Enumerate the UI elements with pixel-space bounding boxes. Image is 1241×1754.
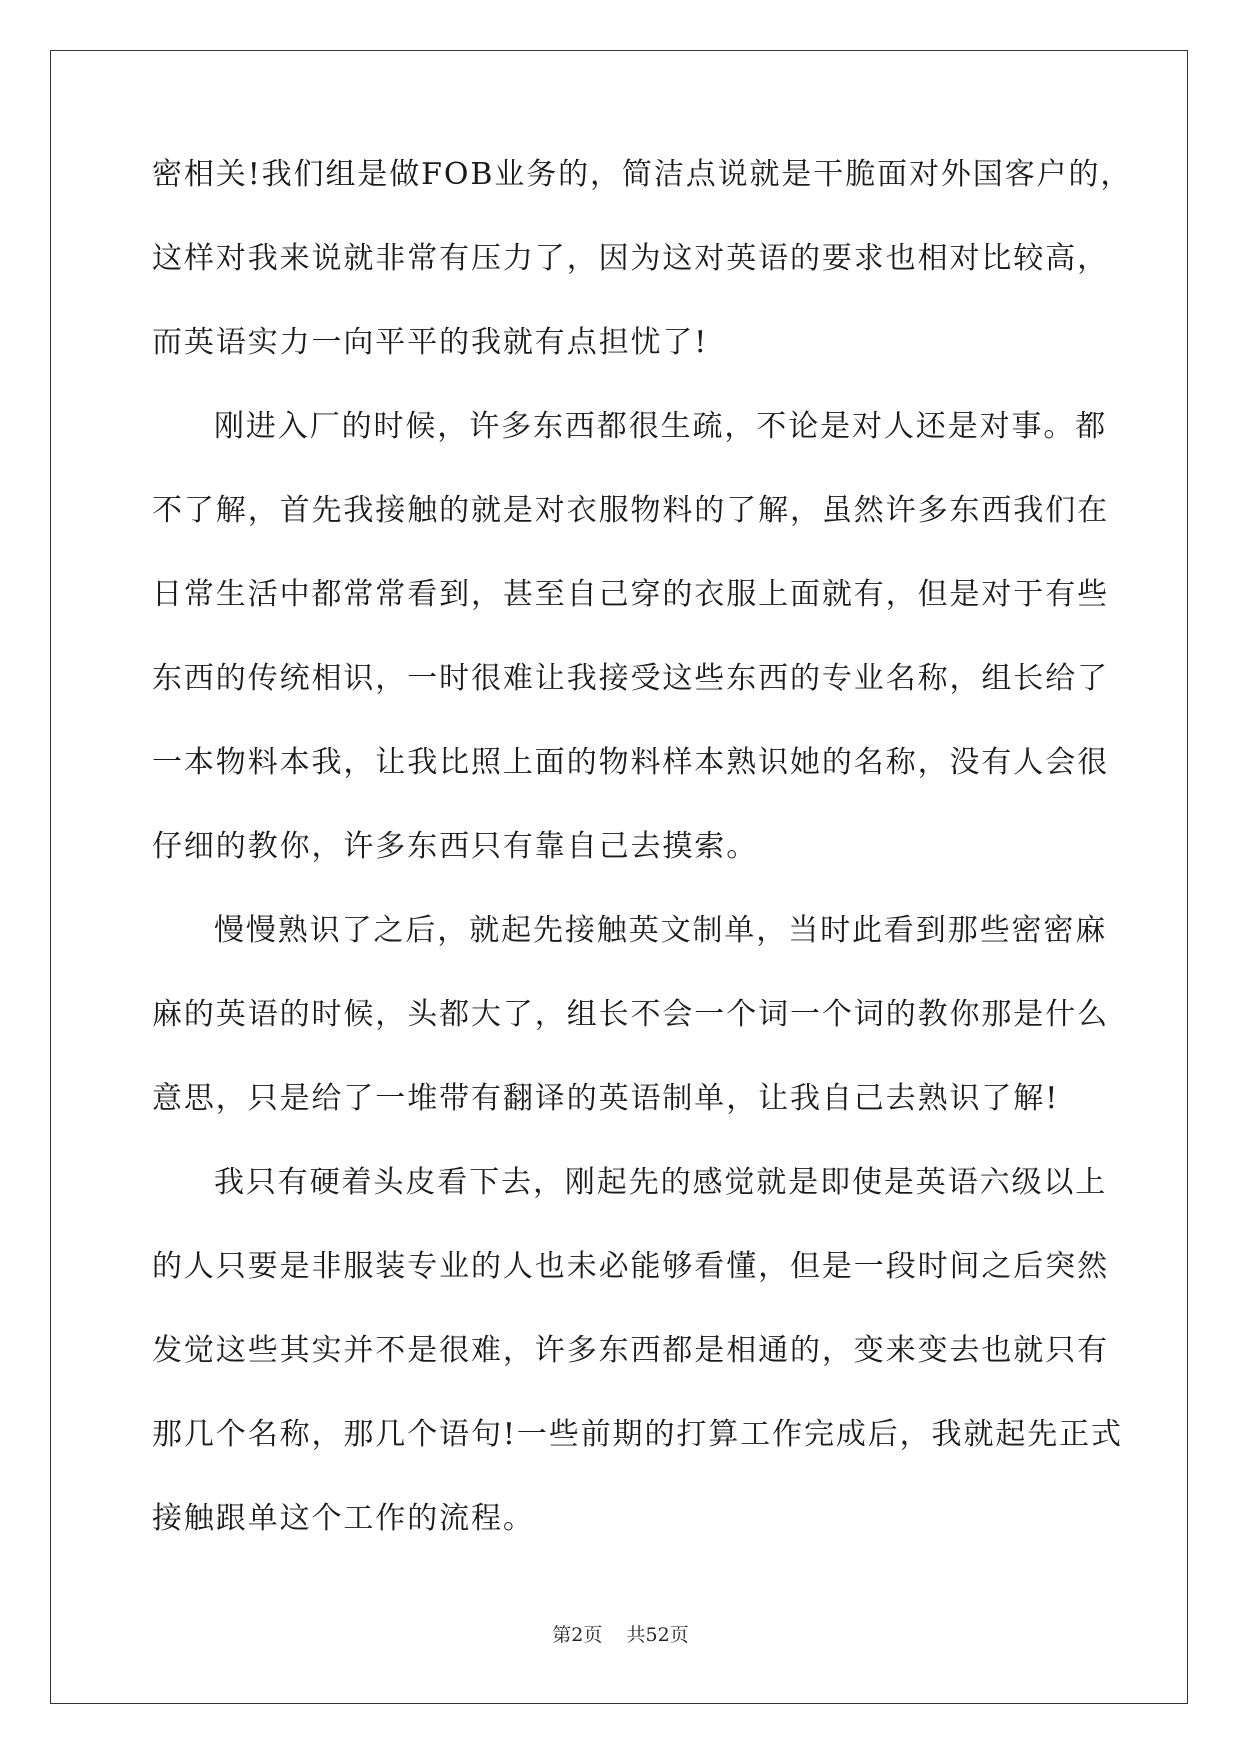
text-line: 而英语实力一向平平的我就有点担忧了! xyxy=(152,325,709,360)
text-line: 不了解，首先我接触的就是对衣服物料的了解，虽然许多东西我们在 xyxy=(152,493,1109,528)
text-line: 的人只要是非服装专业的人也未必能够看懂，但是一段时间之后突然 xyxy=(152,1249,1109,1284)
document-body xyxy=(152,157,1133,1588)
page-number: 第2页 xyxy=(552,1624,603,1646)
text-line: 意思，只是给了一堆带有翻译的英语制单，让我自己去熟识了解! xyxy=(152,1081,1060,1116)
text-line: 那几个名称，那几个语句!一些前期的打算工作完成后，我就起先正式 xyxy=(152,1417,1123,1452)
page-footer xyxy=(0,1624,1241,1646)
text-line: 东西的传统相识，一时很难让我接受这些东西的专业名称，组长给了 xyxy=(152,661,1109,696)
total-pages: 共52页 xyxy=(626,1624,689,1646)
text-line: 接触跟单这个工作的流程。 xyxy=(152,1501,535,1536)
text-line: 麻的英语的时候，头都大了，组长不会一个词一个词的教你那是什么 xyxy=(152,997,1109,1032)
text-line: 仔细的教你，许多东西只有靠自己去摸索。 xyxy=(152,829,759,864)
text-line: 日常生活中都常常看到，甚至自己穿的衣服上面就有，但是对于有些 xyxy=(152,577,1109,612)
text-line: 刚进入厂的时候，许多东西都很生疏，不论是对人还是对事。都 xyxy=(214,409,1108,444)
text-line: 密相关!我们组是做FOB业务的，简洁点说就是干脆面对外国客户的， xyxy=(152,157,1133,192)
text-line: 发觉这些其实并不是很难，许多东西都是相通的，变来变去也就只有 xyxy=(152,1333,1109,1368)
text-line: 慢慢熟识了之后，就起先接触英文制单，当时此看到那些密密麻 xyxy=(214,913,1108,948)
text-line: 我只有硬着头皮看下去，刚起先的感觉就是即使是英语六级以上 xyxy=(214,1165,1108,1200)
text-line: 这样对我来说就非常有压力了，因为这对英语的要求也相对比较高， xyxy=(152,241,1109,276)
text-line: 一本物料本我，让我比照上面的物料样本熟识她的名称，没有人会很 xyxy=(152,745,1109,780)
